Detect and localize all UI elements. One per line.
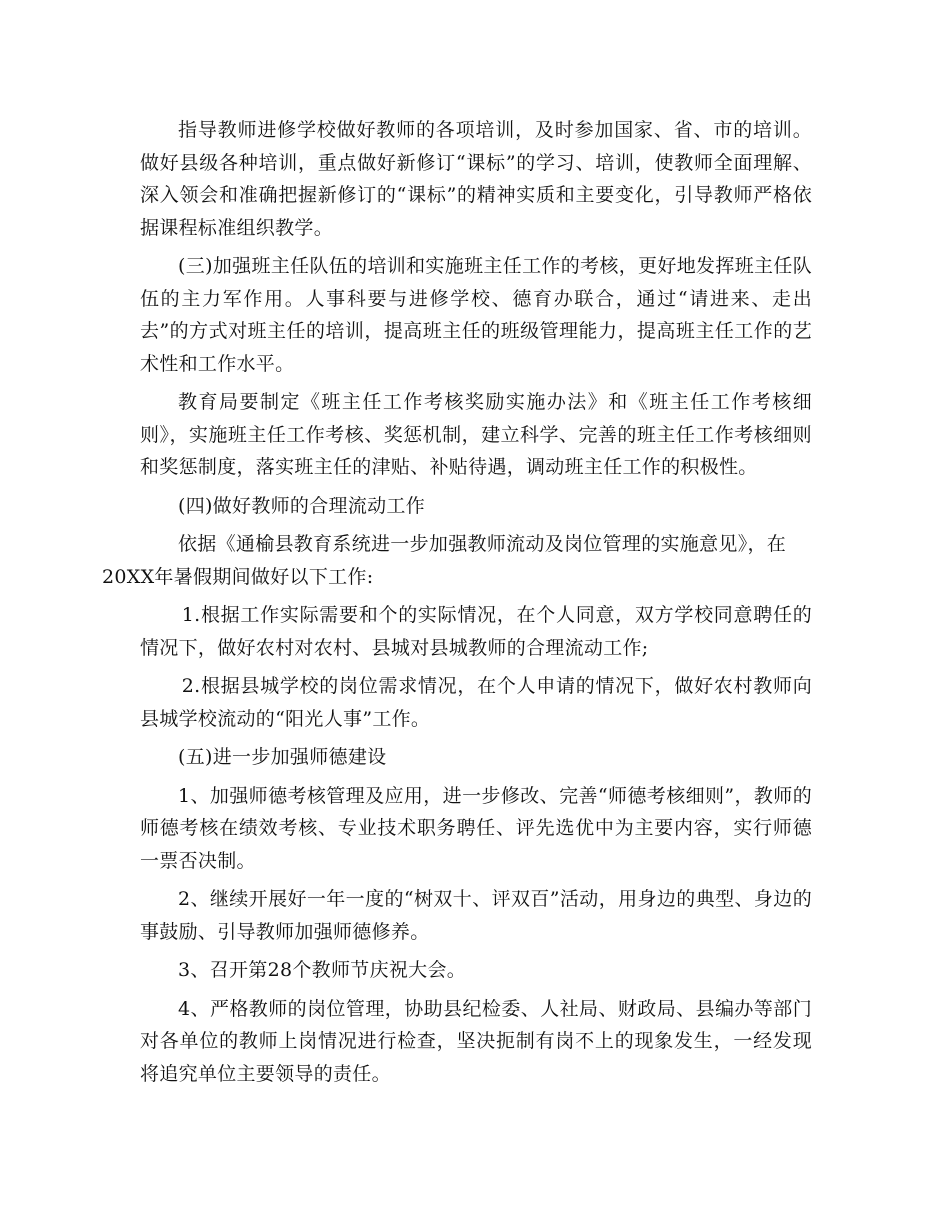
list-item-shuangshi-activity: 2、继续开展好一年一度的“树双十、评双百”活动，用身边的典型、身边的事鼓励、引导教师加强师德修养。 xyxy=(140,888,812,943)
document-body xyxy=(102,114,812,1090)
section-heading-ethics: (五)进一步加强师德建设 xyxy=(178,746,387,768)
list-item-ethics-assessment: 1、加强师德考核管理及应用，进一步修改、完善“师德考核细则”，教师的师德考核在绩效考核、专业技术职务聘任、评先选优中为主要内容，实行师德一票否决制。 xyxy=(140,784,812,872)
paragraph-rotation-basis-line-2: 20XX年暑假期间做好以下工作: xyxy=(102,565,374,588)
list-item-teachers-day: 3、召开第28个教师节庆祝大会。 xyxy=(178,959,467,981)
paragraph-rotation-basis-line-1: 依据《通榆县教育系统进一步加强教师流动及岗位管理的实施意见》，在 xyxy=(178,533,787,555)
list-item-sunshine-personnel: 2.根据县城学校的岗位需求情况，在个人申请的情况下，做好农村教师向县城学校流动的“阳光人事”工作。 xyxy=(140,675,812,730)
paragraph-class-teacher-training: (三)加强班主任队伍的培训和实施班主任工作的考核，更好地发挥班主任队伍的主力军作用。人事科要与进修学校、德育办联合，通过“请进来、走出去”的方式对班主任的培训，提高班主任的班级管理能力，提高班主任工作的艺术性和工作水平。 xyxy=(140,255,812,375)
list-item-post-management: 4、严格教师的岗位管理，协助县纪检委、人社局、财政局、县编办等部门对各单位的教师上岗情况进行检查，坚决扼制有岗不上的现象发生，一经发现将追究单位主要领导的责任。 xyxy=(140,997,812,1085)
list-item-rural-county-rotation: 1.根据工作实际需要和个的实际情况，在个人同意，双方学校同意聘任的情况下，做好农村对农村、县城对县城教师的合理流动工作; xyxy=(140,604,812,659)
paragraph-teacher-training: 指导教师进修学校做好教师的各项培训，及时参加国家、省、市的培训。做好县级各种培训，重点做好新修订“课标”的学习、培训，使教师全面理解、深入领会和准确把握新修订的“课标”的精神实质和主要变化，引导教师严格依据课程标准组织教学。 xyxy=(140,119,812,239)
paragraph-rotation-basis xyxy=(102,528,812,593)
section-heading-teacher-rotation: (四)做好教师的合理流动工作 xyxy=(178,494,426,517)
paragraph-class-teacher-assessment: 教育局要制定《班主任工作考核奖励实施办法》和《班主任工作考核细则》，实施班主任工作考核、奖惩机制，建立科学、完善的班主任工作考核细则和奖惩制度，落实班主任的津贴、补贴待遇，调动班主任工作的积极性。 xyxy=(140,391,812,478)
